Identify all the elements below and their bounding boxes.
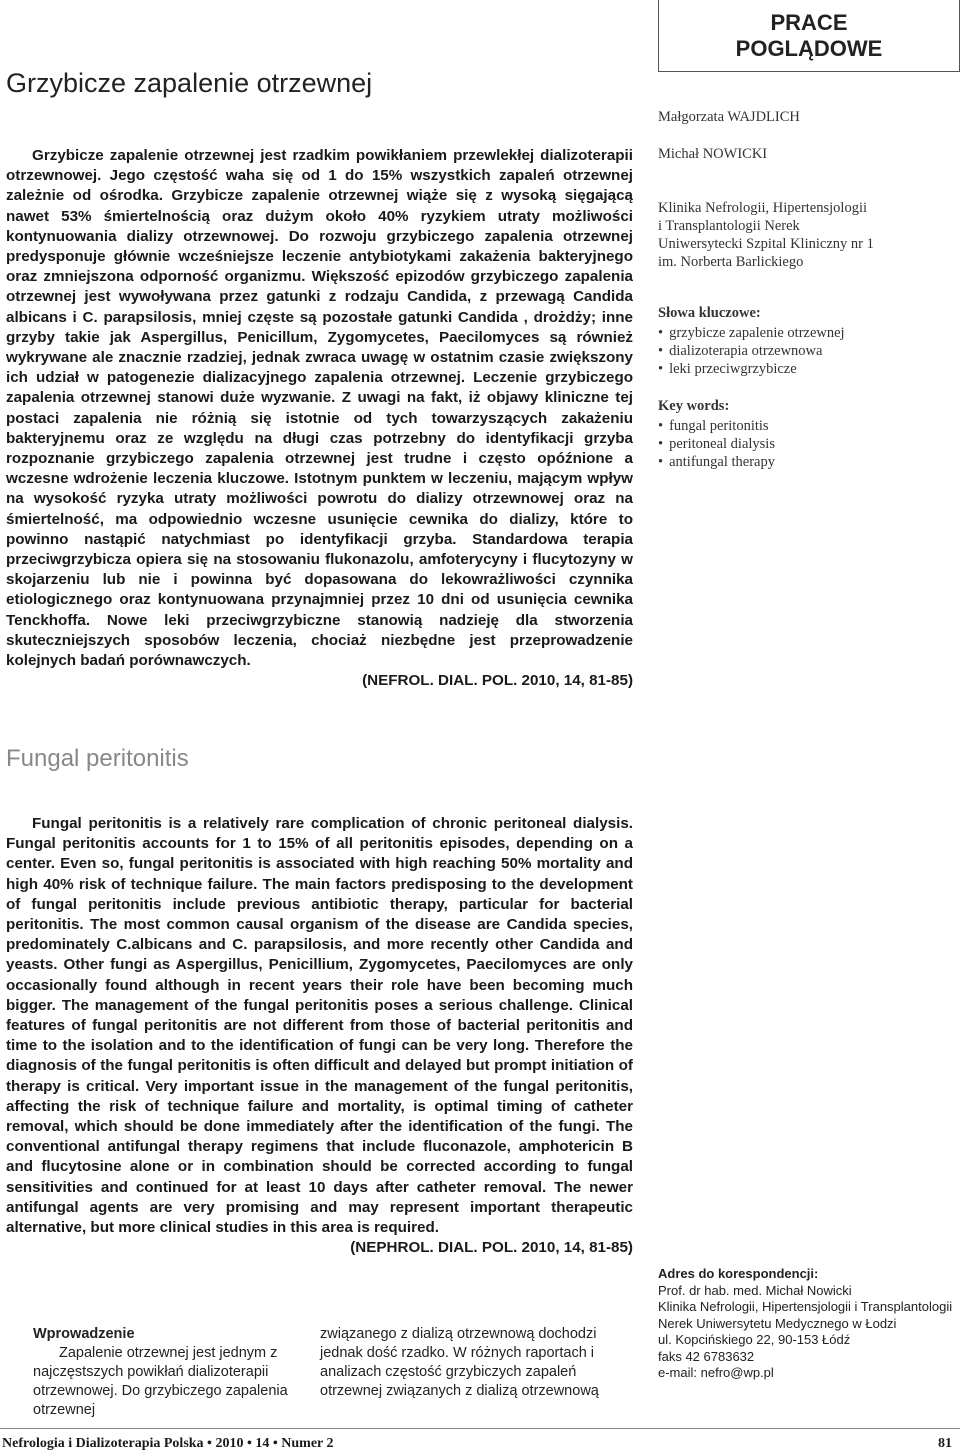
correspondence-line: Klinika Nefrologii, Hipertensjologii i Transplantologii [658, 1299, 953, 1314]
affiliation-line: i Transplantologii Nerek [658, 218, 800, 234]
article-title-en: Fungal peritonitis [6, 745, 189, 772]
correspondence-line: Nerek Uniwersytetu Medycznego w Łodzi [658, 1315, 897, 1331]
author-name: Małgorzata WAJDLICH [658, 109, 800, 125]
affiliation-line: im. Norberta Barlickiego [658, 254, 804, 270]
article-title-pl: Grzybicze zapalenie otrzewnej [6, 68, 373, 98]
author-name: Michał NOWICKI [658, 146, 768, 162]
abstract-pl [6, 146, 633, 691]
footer-journal: Nefrologia i Dializoterapia Polska • 2010 • 14 • Numer 2 [2, 1436, 334, 1451]
page-number: 81 [938, 1436, 952, 1451]
keyword-item: • peritoneal dialysis [658, 435, 958, 453]
section-label-line1: PRACE [770, 9, 848, 35]
abstract-en [6, 814, 633, 1258]
keywords-en [658, 397, 958, 471]
correspondence-heading: Adres do korespondencji: [658, 1266, 819, 1281]
abstract-en-text: Fungal peritonitis is a relatively rare complication of chronic peritoneal dialysis. Fungal peritonitis accounts for 1 to 15% of all peritonitis episodes, depending on a center. Even so, fungal peritonitis is associated with high reaching 50% mortality and high 40% risk of technique failure. The main factors predisposing to the development of fungal peritonitis include previous antibiotic therapy, particular for bacterial peritonitis. The most common causal organism of the disease are Candida species, predominately C.albicans and C. parapsilosis, and more recently other Candida and yeasts. Other fungi as Aspergillus, Penicillium, Zygomycetes, Paecilomyces are only occasionally found although in recent years their role have been becoming much bigger. The management of the fungal peritonitis poses a serious challenge. Clinical features of fungal peritonitis are not different from those of bacterial peritonitis and time to the isolation and to the identification of fungi can be very long. Therefore the diagnosis of the fungal peritonitis is often difficult and delayed but prompt initiation of therapy is critical. Very important issue in the management of the fungal peritonitis, affecting the risk of technique failure and mortality, is optimal timing of catheter removal, which should be done immediately after the identification of the fungi. The conventional antifungal therapy regimens that include fluconazole, amphotericin B and flucytosine alone or in combination should be corrected according to fungal sensitivities and continued for at least 10 days after catheter removal. The newer antifungal agents are very promising and may represent important therapeutic alternative, but more clinical studies in this area is required. [6, 815, 633, 1237]
email-link[interactable]: e-mail: nefro@wp.pl [658, 1365, 774, 1380]
keyword-item: • dializoterapia otrzewnowa [658, 342, 958, 360]
correspondence-line: ul. Kopcińskiego 22, 90-153 Łódź [658, 1332, 851, 1347]
section-label-line2: POGLĄDOWE [735, 35, 883, 61]
correspondence-line: faks 42 6783632 [658, 1348, 755, 1364]
keywords-en-heading: Key words: [658, 398, 730, 414]
keywords-pl [658, 304, 958, 378]
affiliation [658, 199, 958, 271]
abstract-en-citation: (NEPHROL. DIAL. POL. 2010, 14, 81-85) [350, 1239, 633, 1257]
correspondence-block [658, 1266, 960, 1382]
keyword-item: • grzybicze zapalenie otrzewnej [658, 324, 958, 342]
keyword-item: • fungal peritonitis [658, 417, 958, 435]
keyword-item: • antifungal therapy [658, 453, 958, 471]
keyword-item: • leki przeciwgrzybicze [658, 360, 958, 378]
keywords-pl-heading: Słowa kluczowe: [658, 305, 761, 321]
body-paragraph: Zapalenie otrzewnej jest jednym z najczęstszych powikłań dializoterapii otrzewnowej. Do grzybiczego zapalenia otrzewnej [33, 1345, 288, 1418]
section-heading-intro: Wprowadzenie [33, 1326, 135, 1342]
section-badge [658, 0, 960, 72]
abstract-pl-citation: (NEFROL. DIAL. POL. 2010, 14, 81-85) [362, 672, 633, 690]
abstract-pl-text: Grzybicze zapalenie otrzewnej jest rzadkim powikłaniem przewlekłej dializoterapii otrzewnowej. Jego częstość waha się od 1 do 15% wszystkich zapaleń otrzewnej zależnie od ośrodka. Grzybicze zapalenie otrzewnej wiąże się z wysoką sięgającą nawet 53% śmiertelnością oraz dużym około 40% ryzykiem utraty możliwości kontynuowania dializy otrzewnowej. Do rozwoju grzybiczego zapalenia otrzewnej predysponuje głównie wcześniejsze leczenie antybiotykami zakażenia bakteryjnego oraz zmniejszona odporność organizmu. Większość epizodów grzybiczego zapalenia otrzewnej jest wywoływana przez gatunki z rodzaju Candida, z przewagą Candida albicans i C. parapsilosis, mniej częste są pozostałe gatunki Candida , drożdży; inne grzyby takie jak Aspergillus, Penicillum, Zygomycetes, Paecilomyces są również wykrywane ale znacznie rzadziej, jednak zwraca uwagę w ostatnim czasie zwiększony ich udział w patogenezie dializacyjnego zapalenia otrzewnej. Leczenie grzybiczego zapalenia otrzewnej stanowi duże wyzwanie. Z uwagi na fakt, iż objawy kliniczne tej postaci zapalenia nie różnią się istotnie od tych towarzyszących zakażeniu bakteryjnemu oraz ze względu na długi czas potrzebny do identyfikacji grzyba rozpoznanie grzybiczego zapalenia otrzewnej jest trudne i często opóźnione a wczesne wdrożenie leczenia kluczowe. Istotnym punktem w leczeniu, mającym wpływ na wysokość ryzyka utraty możliwości powrotu do dializy otrzewnowej oraz na śmiertelność, ma odpowiednio wczesne usunięcie cewnika do dializy, które to powinno nastąpić natychmiast po identyfikacji grzyba. Standardowa terapia przeciwgrzybicza opiera się na stosowaniu flukonazolu, amfoterycyny i flucytozyny w skojarzeniu lub nie i powinna być dopasowana do lekowrażliwości czynnika etiologicznego oraz kontynuowana przynajmniej przez 10 dni od usunięcia cewnika Tenckhoffa. Nowe leki przeciwgrzybiczne stanowią nadzieję dla stworzenia skuteczniejszych sposobów leczenia, chociaż niezbędne jest przeprowadzenie kolejnych badań porównawczych. [6, 147, 633, 670]
correspondence-line: Prof. dr hab. med. Michał Nowicki [658, 1282, 852, 1298]
body-column-1 [33, 1325, 305, 1420]
affiliation-line: Klinika Nefrologii, Hipertensjologii [658, 200, 868, 216]
footer-divider [0, 1428, 960, 1429]
body-column-2: związanego z dializą otrzewnową dochodzi jednak dość rzadko. W różnych raportach i analizach częstość grzybiczych zapaleń otrzewnej związanych z dializą otrzewnową [320, 1326, 599, 1399]
affiliation-line: Uniwersytecki Szpital Kliniczny nr 1 [658, 236, 874, 252]
